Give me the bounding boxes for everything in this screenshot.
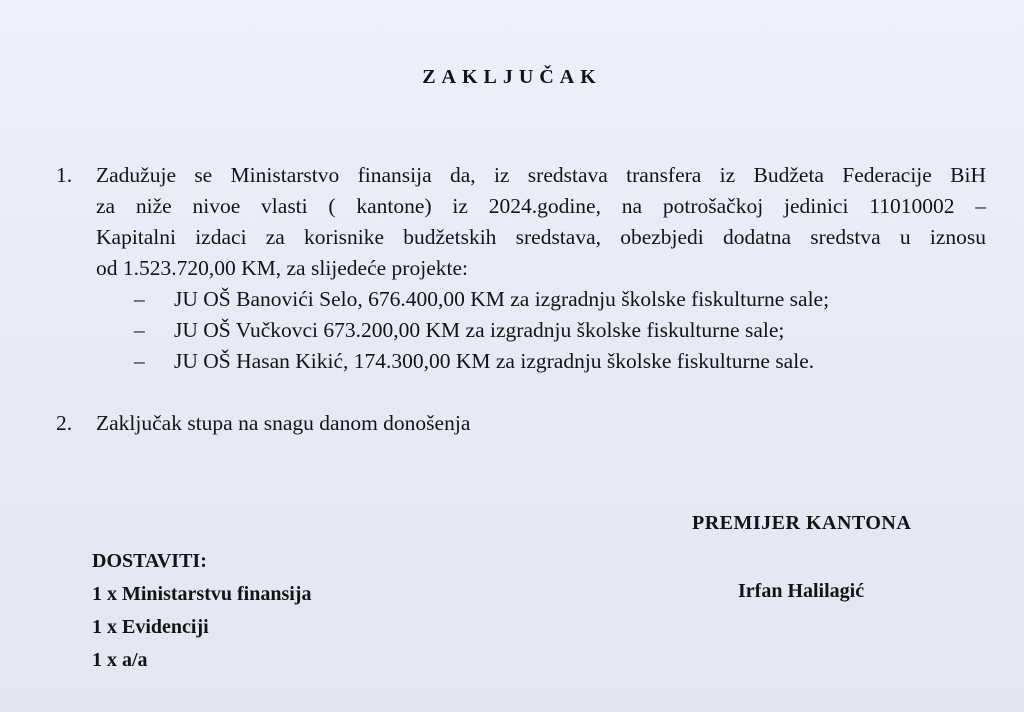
item-number: 2. (56, 411, 73, 435)
conclusion-item-2 (56, 408, 986, 439)
paragraph-line: Zaključak stupa na snagu danom donošenja (96, 411, 471, 435)
project-item (96, 346, 986, 377)
project-text: JU OŠ Vučkovci 673.200,00 KM za izgradnju školske fiskulturne sale; (174, 318, 785, 342)
project-item (96, 284, 986, 315)
paragraph-line: od 1.523.720,00 KM, za slijedeće projekte: (96, 256, 468, 280)
dash-marker: – (134, 318, 145, 342)
project-text: JU OŠ Hasan Kikić, 174.300,00 KM za izgradnju školske fiskulturne sale. (174, 349, 815, 373)
paragraph-line: Zadužuje se Ministarstvo finansija da, iz sredstava transfera iz Budžeta Federacije BiH (96, 163, 986, 187)
dash-marker: – (134, 287, 145, 311)
distribution-recipient: 1 x a/a (92, 649, 148, 671)
signer-title: PREMIJER KANTONA (692, 512, 912, 534)
paragraph-line: Kapitalni izdaci za korisnike budžetskih sredstava, obezbjedi dodatna sredstva u iznosu (96, 225, 986, 249)
distribution-recipient: 1 x Evidenciji (92, 616, 209, 638)
distribution-heading: DOSTAVITI: (92, 550, 207, 572)
signer-name: Irfan Halilagić (738, 580, 865, 602)
item-number: 1. (56, 163, 73, 187)
distribution-recipient: 1 x Ministarstvu finansija (92, 583, 312, 605)
paragraph-line: za niže nivoe vlasti ( kantone) iz 2024.godine, na potrošačkoj jedinici 11010002 – (96, 194, 986, 218)
item-content (96, 408, 986, 439)
distribution-block (92, 545, 311, 677)
project-item (96, 315, 986, 346)
document-title: ZAKLJUČAK (422, 66, 602, 88)
dash-marker: – (134, 349, 145, 373)
project-list (96, 284, 986, 377)
conclusion-item-1 (56, 160, 986, 377)
project-text: JU OŠ Banovići Selo, 676.400,00 KM za izgradnju školske fiskulturne sale; (174, 287, 830, 311)
item-content (96, 160, 986, 377)
